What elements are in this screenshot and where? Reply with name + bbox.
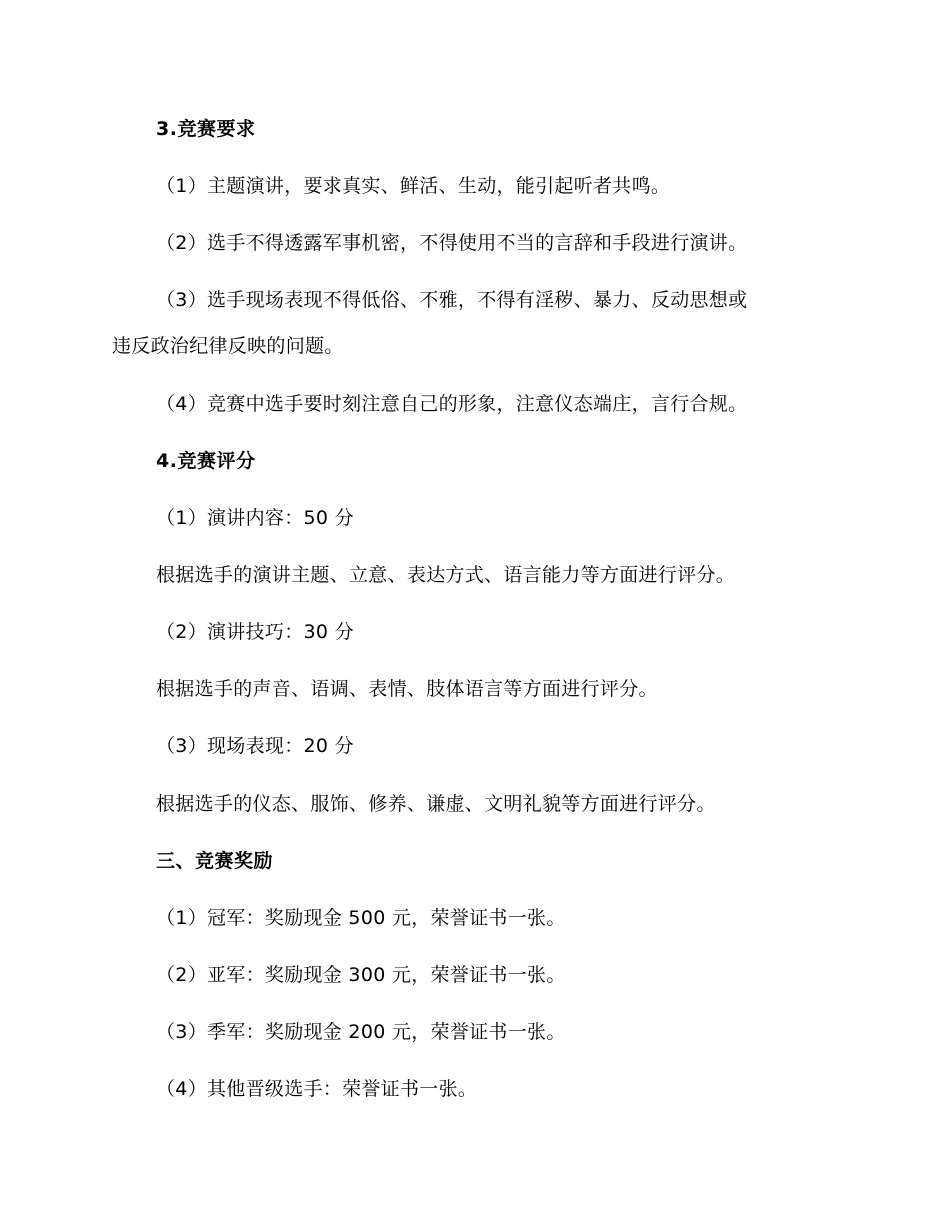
requirement-item-2: （2）选手不得透露军事机密，不得使用不当的言辞和手段进行演讲。 [156, 232, 748, 254]
award-item-1: （1）冠军：奖励现金 500 元，荣誉证书一张。 [156, 907, 566, 929]
scoring-item-3-description: 根据选手的仪态、服饰、修养、谦虚、文明礼貌等方面进行评分。 [156, 793, 716, 815]
section-heading-scoring: 4.竞赛评分 [156, 450, 256, 472]
requirement-item-3-line-2: 违反政治纪律反映的问题。 [112, 335, 344, 357]
scoring-item-2-description: 根据选手的声音、语调、表情、肢体语言等方面进行评分。 [156, 678, 658, 700]
scoring-item-2: （2）演讲技巧：30 分 [156, 621, 354, 643]
scoring-item-1-description: 根据选手的演讲主题、立意、表达方式、语言能力等方面进行评分。 [156, 564, 736, 586]
scoring-item-1: （1）演讲内容：50 分 [156, 507, 354, 529]
requirement-item-3-line-1: （3）选手现场表现不得低俗、不雅，不得有淫秽、暴力、反动思想或 [156, 289, 748, 311]
award-item-4: （4）其他晋级选手：荣誉证书一张。 [156, 1078, 478, 1100]
section-heading-requirements: 3.竞赛要求 [156, 118, 256, 140]
award-item-2: （2）亚军：奖励现金 300 元，荣誉证书一张。 [156, 964, 566, 986]
section-heading-awards: 三、竞赛奖励 [156, 850, 274, 872]
scoring-item-3: （3）现场表现：20 分 [156, 735, 354, 757]
requirement-item-1: （1）主题演讲，要求真实、鲜活、生动，能引起听者共鸣。 [156, 175, 671, 197]
award-item-3: （3）季军：奖励现金 200 元，荣誉证书一张。 [156, 1021, 566, 1043]
requirement-item-4: （4）竞赛中选手要时刻注意自己的形象，注意仪态端庄，言行合规。 [156, 393, 748, 415]
